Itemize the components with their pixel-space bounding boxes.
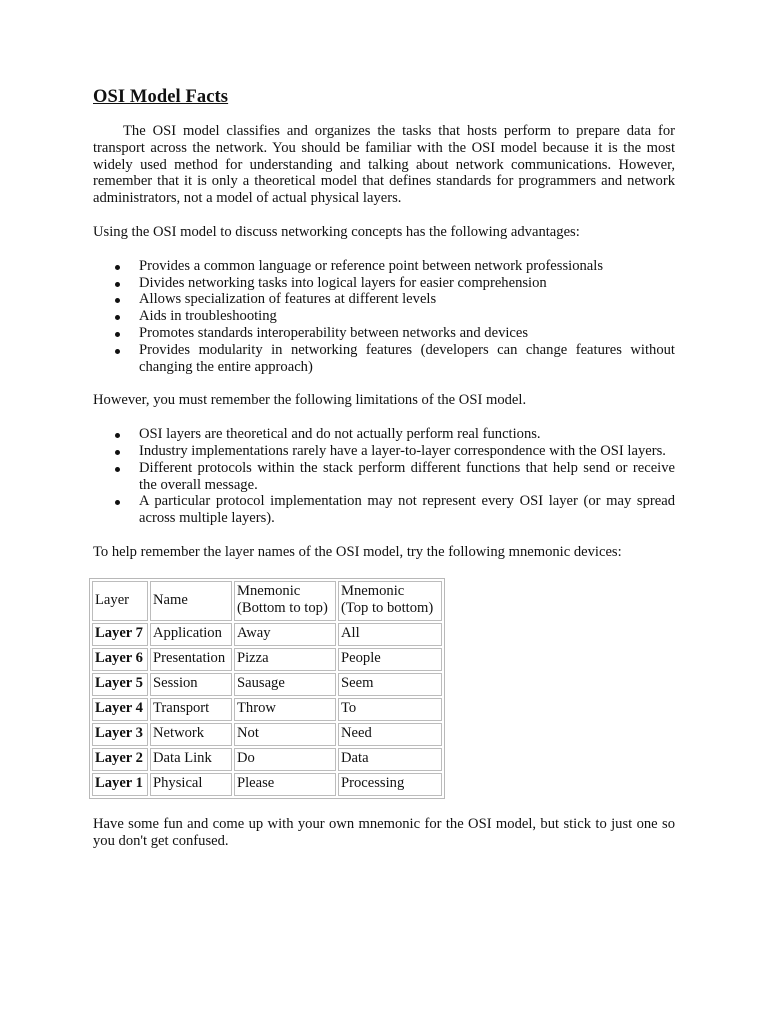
list-item-text: A particular protocol implementation may not represent every OSI layer (or may spread across multiple layers). (139, 493, 675, 527)
mnemonic-bottom-cell: Please (234, 773, 336, 796)
list-item (93, 493, 675, 527)
table-row (92, 623, 442, 646)
header-m2-line2: (Top to bottom) (341, 600, 434, 617)
bullet-icon (115, 282, 120, 287)
table-header-row (92, 581, 442, 621)
list-item (93, 291, 675, 308)
table-row (92, 748, 442, 771)
header-m1-line2: (Bottom to top) (237, 600, 328, 617)
bullet-icon (115, 315, 120, 320)
list-item-text: Different protocols within the stack perform different functions that help send or receive the overall message. (139, 459, 675, 493)
bullet-icon (115, 332, 120, 337)
table-row (92, 673, 442, 696)
layer-cell: Layer 5 (92, 673, 148, 696)
header-mnemonic-top-to-bottom (338, 581, 442, 621)
name-cell: Data Link (150, 748, 232, 771)
table-row (92, 698, 442, 721)
mnemonic-bottom-cell: Sausage (234, 673, 336, 696)
mnemonic-bottom-cell: Not (234, 723, 336, 746)
list-item-text: Promotes standards interoperability between networks and devices (139, 324, 529, 341)
mnemonic-bottom-cell: Do (234, 748, 336, 771)
bullet-icon (115, 450, 120, 455)
closing-paragraph: Have some fun and come up with your own mnemonic for the OSI model, but stick to just one so you don't get confused. (93, 815, 675, 849)
mnemonic-top-cell: Seem (338, 673, 442, 696)
osi-mnemonic-table (89, 578, 445, 799)
name-cell: Session (150, 673, 232, 696)
bullet-icon (115, 349, 120, 354)
list-item-text: OSI layers are theoretical and do not actually perform real functions. (139, 426, 541, 443)
header-m2-line1: Mnemonic (341, 583, 405, 600)
list-item (93, 342, 675, 376)
list-item (93, 258, 675, 275)
mnemonic-lead: To help remember the layer names of the OSI model, try the following mnemonic devices: (93, 543, 622, 560)
mnemonic-bottom-cell: Away (234, 623, 336, 646)
list-item (93, 308, 675, 325)
list-item (93, 426, 675, 443)
limitations-list (93, 426, 675, 527)
layer-cell: Layer 3 (92, 723, 148, 746)
header-m1-line1: Mnemonic (237, 583, 301, 600)
name-cell: Presentation (150, 648, 232, 671)
name-cell: Physical (150, 773, 232, 796)
bullet-icon (115, 433, 120, 438)
name-cell: Transport (150, 698, 232, 721)
advantages-list (93, 258, 675, 376)
header-mnemonic-bottom-to-top (234, 581, 336, 621)
page-title: OSI Model Facts (93, 87, 229, 107)
list-item (93, 275, 675, 292)
list-item (93, 325, 675, 342)
bullet-icon (115, 500, 120, 505)
mnemonic-bottom-cell: Throw (234, 698, 336, 721)
list-item-text: Allows specialization of features at different levels (139, 291, 437, 308)
bullet-icon (115, 467, 120, 472)
mnemonic-top-cell: Processing (338, 773, 442, 796)
list-item-text: Aids in troubleshooting (139, 308, 277, 325)
layer-cell: Layer 2 (92, 748, 148, 771)
list-item (93, 460, 675, 494)
bullet-icon (115, 265, 120, 270)
list-item-text: Provides modularity in networking features (developers can change features without changing the entire approach) (139, 341, 675, 375)
name-cell: Application (150, 623, 232, 646)
table-row (92, 648, 442, 671)
list-item-text: Industry implementations rarely have a layer-to-layer correspondence with the OSI layers. (139, 442, 666, 459)
mnemonic-top-cell: Data (338, 748, 442, 771)
bullet-icon (115, 298, 120, 303)
list-item (93, 443, 675, 460)
layer-cell: Layer 6 (92, 648, 148, 671)
table-row (92, 773, 442, 796)
header-layer: Layer (92, 581, 148, 621)
list-item-text: Divides networking tasks into logical layers for easier comprehension (139, 274, 547, 291)
mnemonic-bottom-cell: Pizza (234, 648, 336, 671)
layer-cell: Layer 4 (92, 698, 148, 721)
mnemonic-top-cell: To (338, 698, 442, 721)
mnemonic-top-cell: All (338, 623, 442, 646)
name-cell: Network (150, 723, 232, 746)
advantages-lead: Using the OSI model to discuss networking concepts has the following advantages: (93, 223, 580, 240)
layer-cell: Layer 7 (92, 623, 148, 646)
intro-paragraph: The OSI model classifies and organizes the tasks that hosts perform to prepare data for transport across the network. You should be familiar with the OSI model because it is the most widely used method for understanding and talking about network communications. However, remember that it is only a theoretical model that defines standards for programmers and network administrators, not a model of actual physical layers. (93, 123, 675, 207)
document-page (93, 86, 675, 849)
header-name: Name (150, 581, 232, 621)
table-row (92, 723, 442, 746)
list-item-text: Provides a common language or reference point between network professionals (139, 257, 604, 274)
mnemonic-top-cell: Need (338, 723, 442, 746)
layer-cell: Layer 1 (92, 773, 148, 796)
mnemonic-top-cell: People (338, 648, 442, 671)
limitations-lead: However, you must remember the following limitations of the OSI model. (93, 392, 527, 409)
